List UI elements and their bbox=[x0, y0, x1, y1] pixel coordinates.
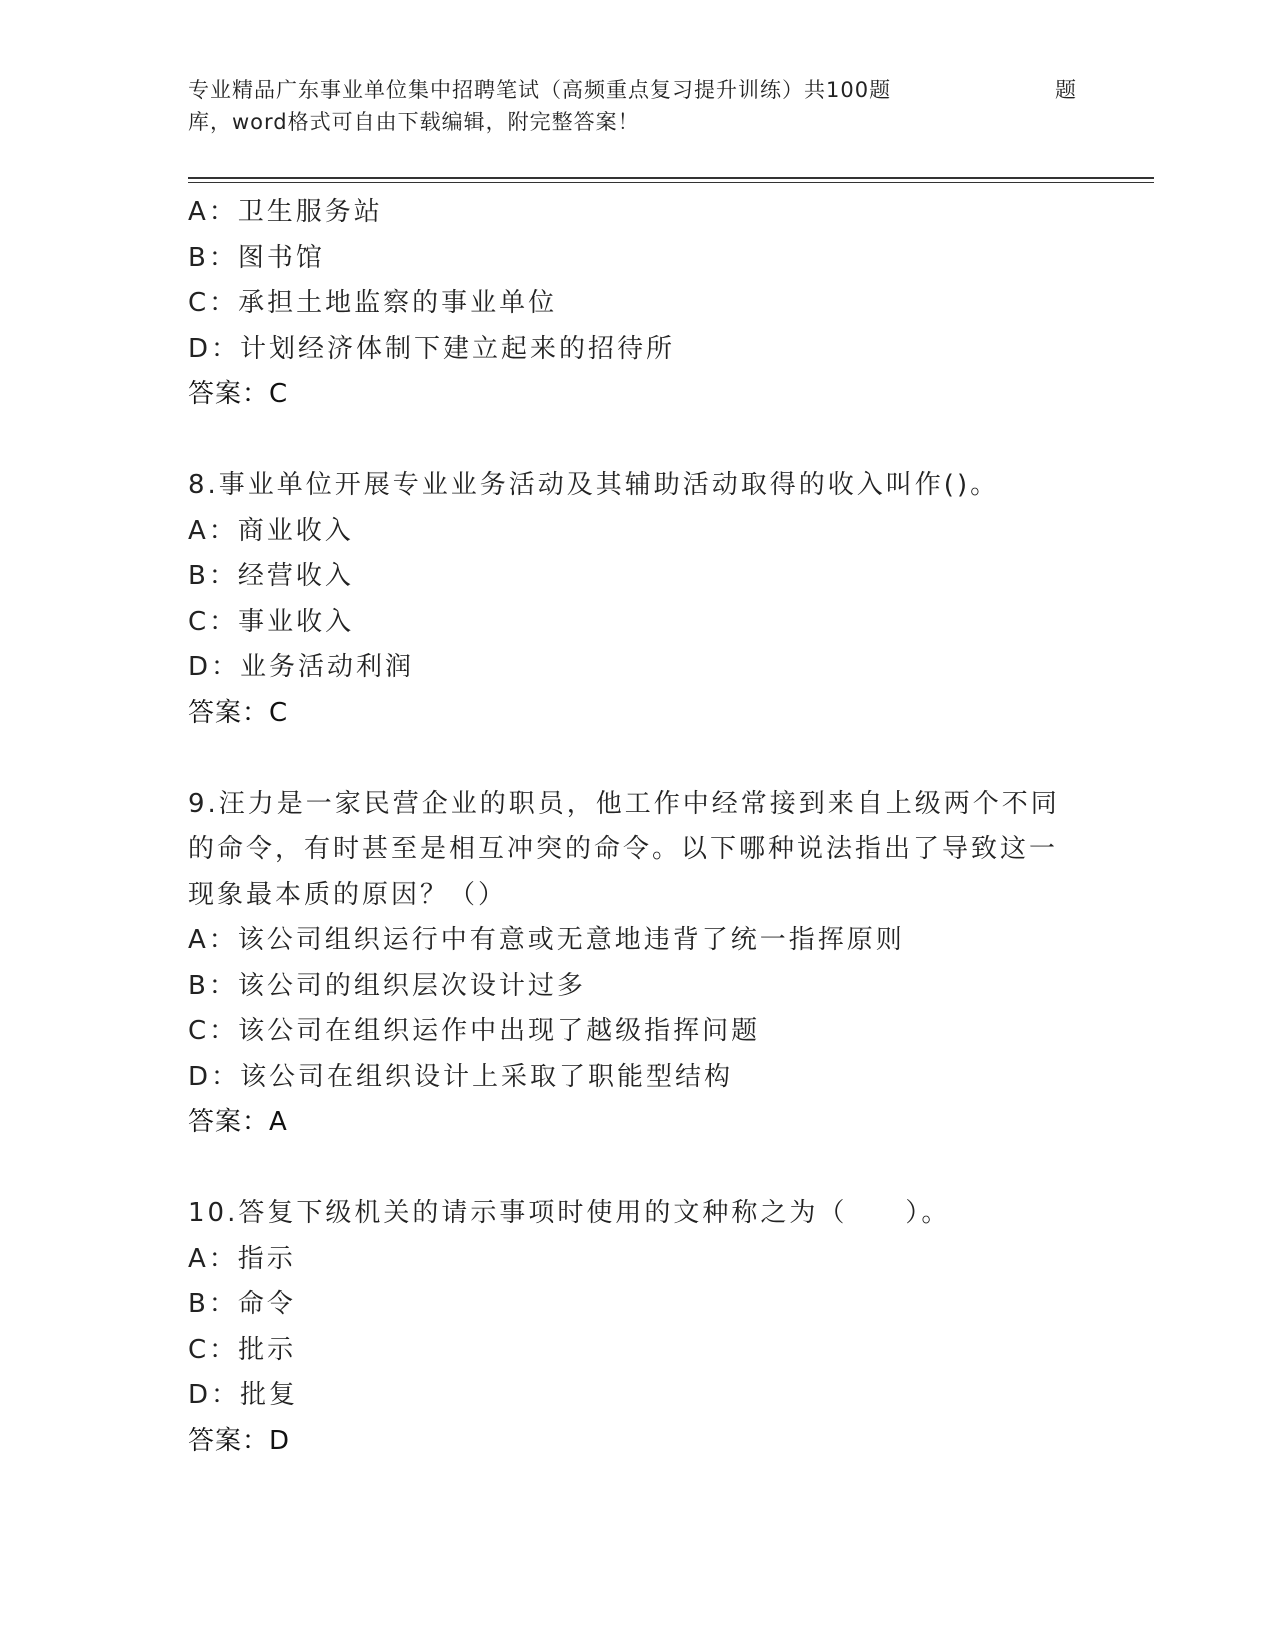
question-7 bbox=[188, 190, 1088, 418]
spacer bbox=[188, 1146, 1088, 1192]
document-body bbox=[188, 190, 1088, 1464]
option-a: A：指示 bbox=[188, 1243, 296, 1274]
option-c: C：事业收入 bbox=[188, 606, 355, 637]
option-b: B：经营收入 bbox=[188, 561, 354, 591]
question-9 bbox=[188, 782, 1088, 1146]
answer: 答案：D bbox=[188, 1425, 291, 1456]
question-10 bbox=[188, 1191, 1088, 1464]
option-c: C：该公司在组织运作中出现了越级指挥问题 bbox=[188, 1016, 761, 1046]
question-stem: 8.事业单位开展专业业务活动及其辅助活动取得的收入叫作()。 bbox=[188, 470, 1000, 500]
header-rule-thin bbox=[188, 182, 1154, 183]
spacer bbox=[188, 418, 1088, 464]
spacer bbox=[188, 736, 1088, 782]
header-line-2: 库，word格式可自由下载编辑，附完整答案！ bbox=[188, 110, 640, 134]
option-b: B：该公司的组织层次设计过多 bbox=[188, 970, 586, 1001]
document-header bbox=[188, 74, 1088, 138]
answer: 答案：C bbox=[188, 379, 289, 409]
option-d: D：计划经济体制下建立起来的招待所 bbox=[188, 333, 676, 364]
option-b: B：图书馆 bbox=[188, 242, 325, 273]
header-line-1: 专业精品广东事业单位集中招聘笔试（高频重点复习提升训练）共100题 bbox=[188, 78, 892, 102]
answer: 答案：A bbox=[188, 1107, 288, 1137]
question-stem-line-1: 9.汪力是一家民营企业的职员，他工作中经常接到来自上级两个不同 bbox=[188, 788, 1060, 819]
question-8 bbox=[188, 463, 1088, 736]
answer: 答案：C bbox=[188, 697, 289, 728]
option-a: A：商业收入 bbox=[188, 515, 354, 546]
option-d: D：业务活动利润 bbox=[188, 652, 415, 682]
option-b: B：命令 bbox=[188, 1289, 296, 1319]
option-a: A：卫生服务站 bbox=[188, 197, 383, 227]
option-c: C：承担土地监察的事业单位 bbox=[188, 288, 558, 318]
option-a: A：该公司组织运行中有意或无意地违背了统一指挥原则 bbox=[188, 925, 905, 955]
header-rule-thick bbox=[188, 177, 1154, 179]
option-c: C：批示 bbox=[188, 1334, 297, 1365]
header-tail: 题 bbox=[1055, 78, 1076, 102]
question-stem-line-2: 的命令，有时甚至是相互冲突的命令。以下哪种说法指出了导致这一 bbox=[188, 834, 1059, 864]
option-d: D：该公司在组织设计上采取了职能型结构 bbox=[188, 1061, 734, 1092]
option-d: D：批复 bbox=[188, 1380, 299, 1410]
question-stem: 10.答复下级机关的请示事项时使用的文种称之为（ ）。 bbox=[188, 1198, 951, 1228]
question-stem-line-3: 现象最本质的原因？（） bbox=[188, 879, 508, 910]
